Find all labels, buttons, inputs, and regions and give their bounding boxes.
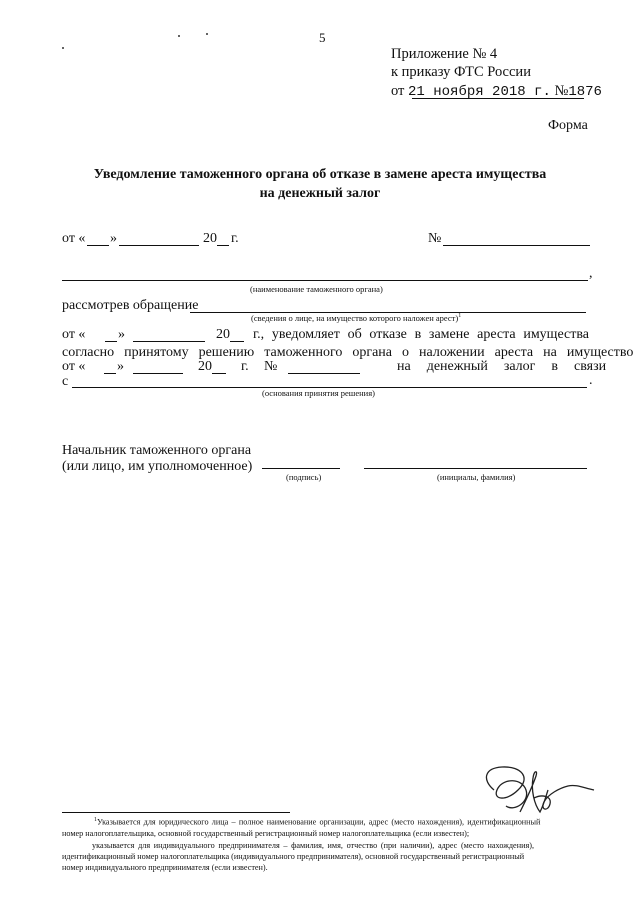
row1-year-field[interactable] [230,341,244,342]
header-year: 20 [203,231,217,246]
footnote-separator [62,812,290,813]
title-line-2: на денежный залог [259,186,381,201]
row1-year: 20 [216,327,230,342]
footnote-p2-line1: указывается для индивидуального предпринимателя – фамилия, имя, отчество (при наличии), адрес (место нахождения), [92,840,534,850]
person-info-caption [251,313,461,323]
row3-day-field[interactable] [104,373,116,374]
row3-g: г. [241,359,249,374]
customs-name-caption: (наименование таможенного органа) [250,284,383,294]
form-label: Форма [548,118,588,133]
page-number: 5 [319,30,326,45]
initials-field[interactable] [364,468,587,469]
person-info-caption-text: (сведения о лице, на имущество которого наложен арест) [251,313,459,323]
row3-month-field[interactable] [133,373,183,374]
header-year-field[interactable] [217,245,229,246]
appendix-date: 21 ноября 2018 г. [408,84,551,100]
row3-year: 20 [198,359,212,374]
document-title [0,165,640,203]
appendix-from: от [391,83,405,99]
grounds-caption: (основания принятия решения) [262,388,375,398]
initials-caption: (инициалы, фамилия) [437,472,516,482]
customs-name-field[interactable] [62,280,588,281]
row3-number-field[interactable] [288,373,360,374]
signatory-line-2: (или лицо, им уполномоченное) [62,459,253,474]
footnote-p2-line2: идентификационный номер налогоплательщика (индивидуального предпринимателя), основной государственный регистрационный [62,851,525,861]
scan-speck [206,33,208,35]
footnote-p1-line2: номер налогоплательщика, основной государственный регистрационный номер налогоплательщика (если известен); [62,828,470,838]
signature-caption: (подпись) [286,472,322,482]
row1-quote-close: » [118,327,125,342]
header-number-sign: № [428,231,442,246]
footnote [62,815,590,873]
row1-text: г., уведомляет об отказе в замене ареста имущества [253,327,589,342]
header-from: от « [62,231,86,246]
comma: , [589,266,593,281]
header-number-field[interactable] [443,245,590,246]
appendix-line-1: Приложение № 4 [391,46,498,62]
scan-speck [62,47,64,49]
row1-from: от « [62,327,86,342]
row1-day-field[interactable] [105,341,117,342]
appendix-date-underline [412,98,584,99]
appendix-line-2: к приказу ФТС России [391,64,531,80]
scan-speck [178,35,180,37]
header-month-field[interactable] [119,245,199,246]
footnote-ref: 1 [458,313,462,320]
footnote-num: 1 [94,817,97,823]
appendix-number: 1876 [568,84,602,100]
footnote-p1-line1: Указывается для юридического лица – полное наименование организации, адрес (место нахождения), идентификационный [97,817,541,827]
row1-month-field[interactable] [133,341,205,342]
header-year-suffix: г. [231,231,239,246]
row4-c: с [62,374,69,389]
title-line-1: Уведомление таможенного органа об отказе в замене ареста имущества [93,167,547,182]
row2-text: согласно принятому решению таможенного органа о наложении ареста на имущество [62,345,634,360]
row3-from: от « [62,359,86,374]
signature-field[interactable] [262,468,340,469]
footnote-p2-line3: номер индивидуального предпринимателя (если известен). [62,862,268,872]
header-quote-close: » [110,231,117,246]
row3-number-sign: № [264,359,278,374]
row3-text: на денежный залог в связи [397,359,607,374]
row3-year-field[interactable] [212,373,226,374]
reviewed-label: рассмотрев обращение [62,298,199,313]
row3-quote-close: » [117,359,124,374]
header-day-field[interactable] [87,245,109,246]
appendix-number-sign: № [554,83,569,99]
signatory-line-1: Начальник таможенного органа [62,443,252,458]
period: . [589,373,593,388]
